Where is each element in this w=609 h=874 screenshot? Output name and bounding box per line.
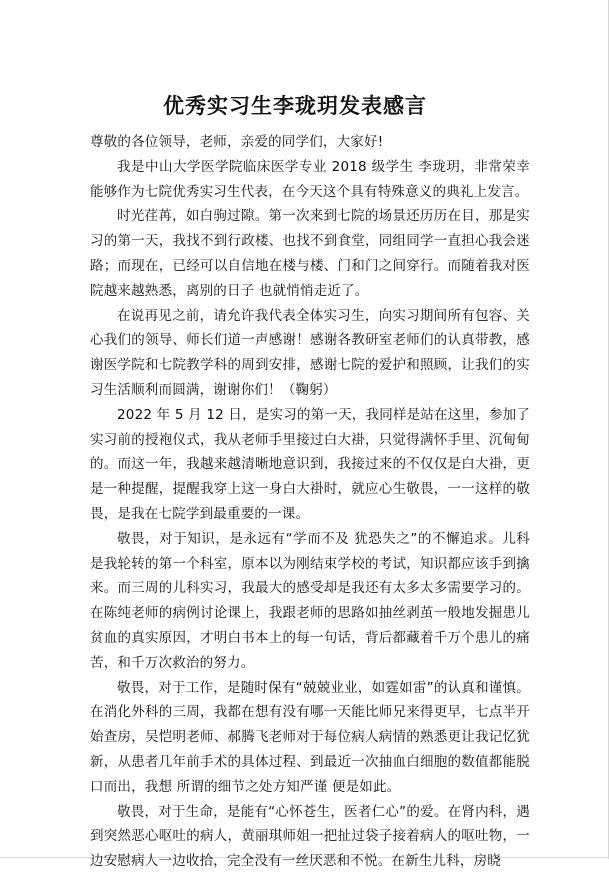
life-paragraph: 敬畏，对于生命，是能有“心怀苍生，医者仁心”的爱。在肾内科，遇到突然恶心呕吐的病人，黄丽琪师姐一把扯过袋子接着病人的呕吐物，一边安慰病人一边收拾，完全没有一丝厌恶和不悦。在新生儿科，房晓	[90, 803, 530, 870]
time-passing-paragraph: 时光荏苒，如白驹过隙。第一次来到七院的场景还历历在目，那是实习的第一天，我找不到行政楼、也找不到食堂，同组同学一直担心我会迷路；而现在，已经可以自信地在楼与楼、门和门之间穿行。而随着我对医院越来越熟悉，离别的日子 也就悄悄走近了。	[90, 208, 530, 299]
page-title: 优秀实习生李珑玥发表感言	[163, 93, 427, 119]
thanks-paragraph: 在说再见之前，请允许我代表全体实习生，向实习期间所有包容、关心我们的领导、师长们道一声感谢！感谢各教研室老师们的认真带教，感谢医学院和七院教学科的周到安排，感谢七院的爱护和照顾，让我们的实习生活顺利而圆满，谢谢你们！（鞠躬）	[90, 307, 530, 398]
speech-body	[90, 130, 530, 874]
intro-paragraph: 我是中山大学医学院临床医学专业 2018 级学生 李珑玥，非常荣幸能够作为七院优秀实习生代表，在今天这个具有特殊意义的典礼上发言。	[90, 158, 530, 200]
work-paragraph: 敬畏，对于工作，是随时保有“兢兢业业，如霆如雷”的认真和谨慎。在消化外科的三周，我都在想有没有哪一天能比师兄来得更早，七点半开始查房，吴恺明老师、郝腾飞老师对于每位病人病情的熟悉更让我记忆犹新，从患者几年前手术的具体过程、到最近一次抽血白细胞的数值都能脱口而出，我想 所谓的细节之处方知严谨 便是如此。	[90, 679, 530, 795]
salutation-paragraph: 尊敬的各位领导，老师，亲爱的同学们，大家好!	[90, 134, 384, 150]
first-day-paragraph: 2022 年 5 月 12 日，是实习的第一天，我同样是站在这里，参加了实习前的授袍仪式，我从老师手里接过白大褂，只觉得满怀手里、沉甸甸的。而这一年，我越来越清晰地意识到，我接过来的不仅仅是白大褂，更是一种提醒，提醒我穿上这一身白大褂时，就应心生敬畏，一一这样的敬畏，是我在七院学到最重要的一课。	[90, 406, 530, 522]
knowledge-paragraph: 敬畏，对于知识，是永远有“学而不及 犹恐失之”的不懈追求。儿科是我轮转的第一个科室，原本以为刚结束学校的考试，知识都应该手到擒来。而三周的儿科实习，我最大的感受却是我还有太多太多需要学习的。在陈纯老师的病例讨论课上，我跟老师的思路如抽丝剥茧一般地发掘患儿贫血的真实原因，才明白书本上的每一句话，背后都藏着千万个患儿的痛苦，和千万次救治的努力。	[90, 530, 530, 671]
